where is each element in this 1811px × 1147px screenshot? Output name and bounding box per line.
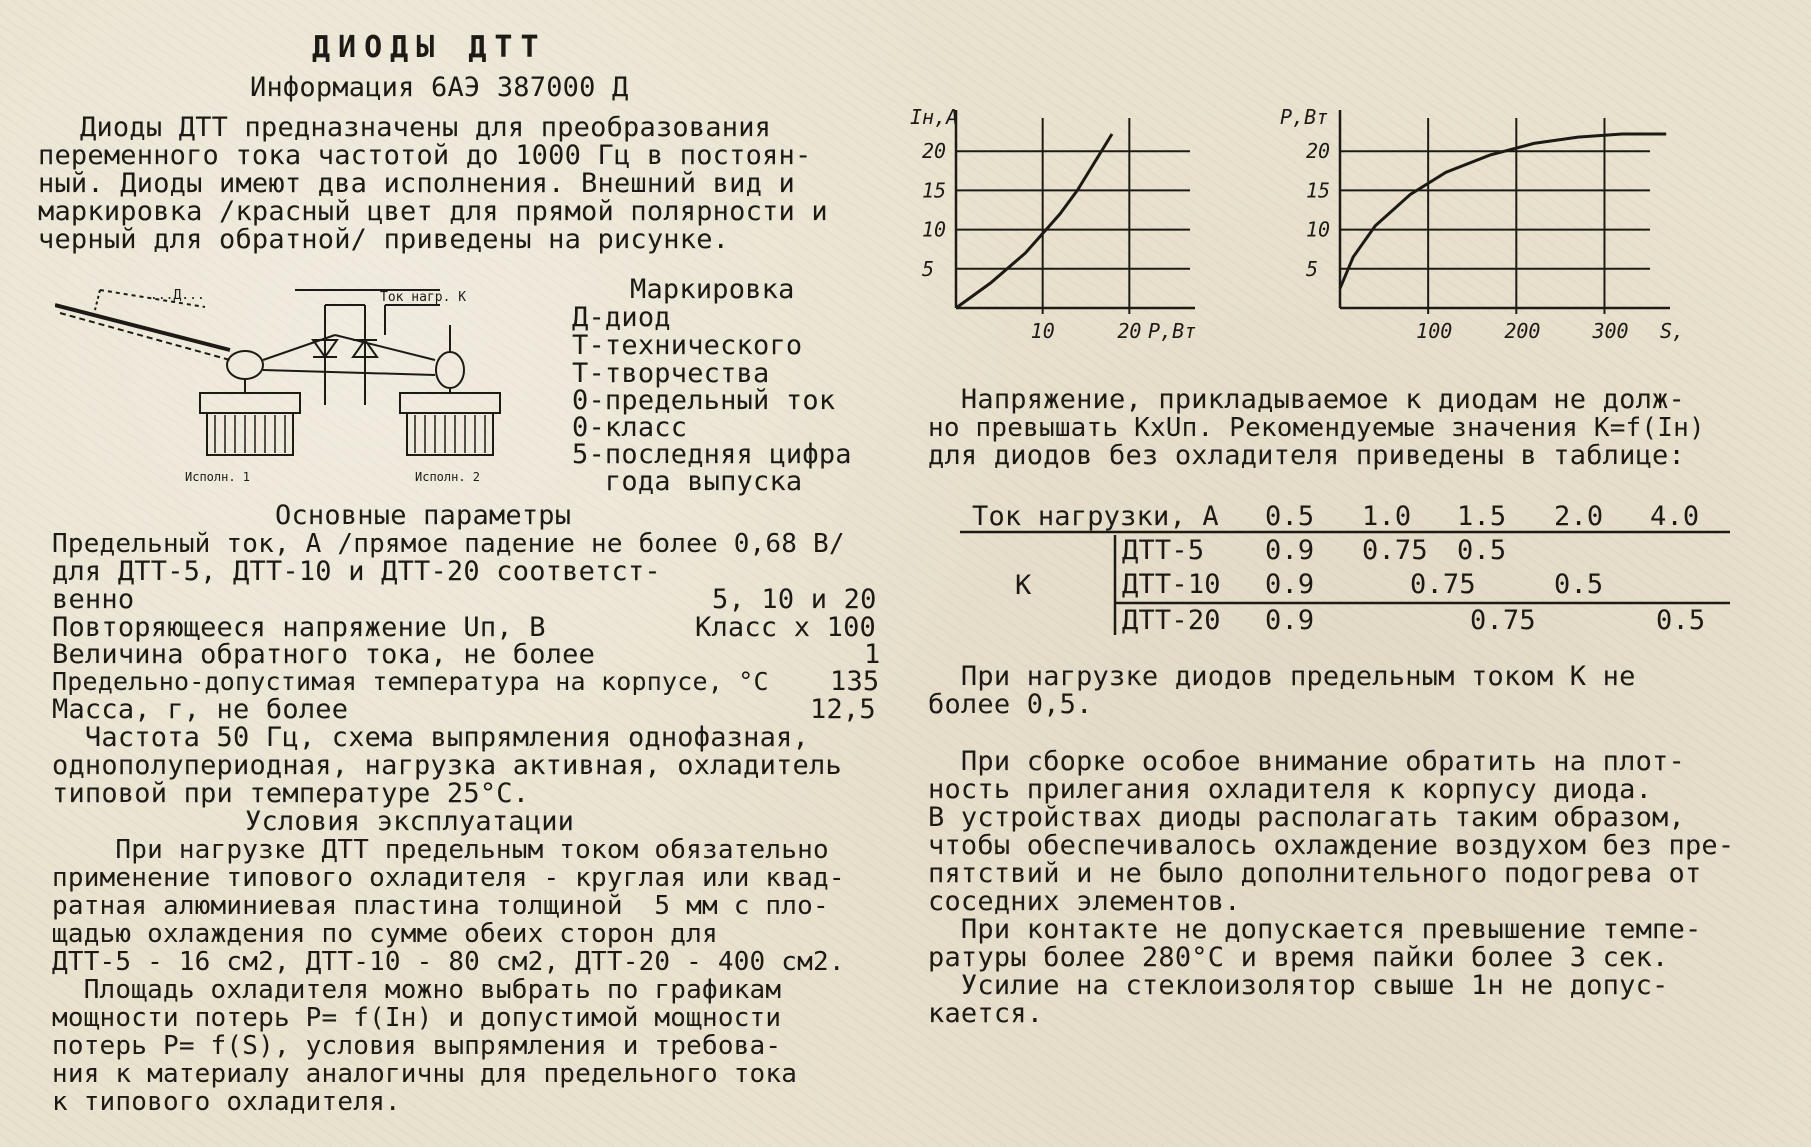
assembly-line: ратуры более 280°С и время пайки более 3 сек. xyxy=(928,942,1669,973)
param-value: 12,5 xyxy=(810,694,876,725)
param-line: Масса, г, не более xyxy=(52,694,349,725)
param-line: для ДТТ-5, ДТТ-10 и ДТТ-20 соответст- xyxy=(52,556,661,587)
diode-body-left xyxy=(227,351,263,379)
chart1-ylabel: Iн,А xyxy=(910,105,959,129)
table-cell: 0.75 xyxy=(1362,535,1428,566)
conditions-line: мощности потерь Р= f(Iн) и допустимой мощности xyxy=(52,1003,782,1033)
marking-line: 0-предельный ток xyxy=(572,385,836,416)
conditions-line: к типового охладителя. xyxy=(52,1087,401,1117)
table-cell: 0.9 xyxy=(1265,605,1315,636)
param-line: Повторяющееся напряжение Uп, В xyxy=(52,612,546,643)
table-current: 2.0 xyxy=(1554,501,1604,532)
conditions-line: ратная алюминиевая пластина толщиной 5 мм с пло- xyxy=(52,891,829,921)
assembly-line: При сборке особое внимание обратить на плот- xyxy=(928,746,1685,777)
intro-line: ный. Диоды имеют два исполнения. Внешний вид и xyxy=(38,168,795,199)
marking-line: 5-последняя цифра xyxy=(572,439,852,470)
k-note-line: При нагрузке диодов предельным током К не xyxy=(928,661,1636,692)
k-note-line: более 0,5. xyxy=(928,689,1093,720)
param-value: Класс х 100 xyxy=(695,612,877,643)
assembly-line: кается. xyxy=(928,998,1044,1029)
chart2-xtick-label: 200 xyxy=(1504,319,1541,343)
param-value: 1 xyxy=(864,639,881,670)
voltage-line: но превышать КхUп. Рекомендуемые значения К=f(Iн) xyxy=(928,413,1705,443)
assembly-line: чтобы обеспечивалось охлаждение воздухом без пре- xyxy=(928,830,1735,861)
table-cell: 0.9 xyxy=(1265,535,1315,566)
table-current: 1.0 xyxy=(1362,501,1412,532)
intro-line: маркировка /красный цвет для прямой полярности и xyxy=(38,196,828,227)
conditions-line: Площадь охладителя можно выбрать по графикам xyxy=(52,975,782,1005)
chart2-xtick-label: 300 xyxy=(1592,319,1629,343)
table-cell: 0.75 xyxy=(1410,569,1476,600)
param-line: Величина обратного тока, не более xyxy=(52,639,596,670)
table-cell: 0.5 xyxy=(1554,569,1604,600)
conditions-line: ДТТ-5 - 16 см2, ДТТ-10 - 80 см2, ДТТ-20 - 400 см2. xyxy=(52,947,845,977)
chart1-xtick-label: Р,Вт xyxy=(1148,319,1197,343)
chart-power-vs-area xyxy=(1270,100,1690,350)
chart2-xtick-label: 100 xyxy=(1416,319,1453,343)
intro-line: Диоды ДТТ предназначены для преобразования xyxy=(80,112,772,143)
table-cell: 0.5 xyxy=(1457,535,1507,566)
table-current: 0.5 xyxy=(1265,501,1315,532)
conditions-heading: Условия эксплуатации xyxy=(245,806,575,837)
chart2-ytick-label: 5 xyxy=(1306,256,1319,281)
chart2-ytick-label: 15 xyxy=(1306,178,1331,203)
voltage-line: для диодов без охладителя приведены в таблице: xyxy=(928,440,1685,471)
chart1-ytick-label: 20 xyxy=(922,139,947,164)
marking-line: 0-класс xyxy=(572,412,688,443)
chart-current-vs-power xyxy=(900,100,1220,350)
assembly-line: Усилие на стеклоизолятор свыше 1н не допус- xyxy=(928,970,1669,1001)
marking-line: Д-диод xyxy=(572,302,671,333)
intro-line: переменного тока частотой до 1000 Гц в постоян- xyxy=(38,140,812,171)
frequency-line: типовой при температуре 25°С. xyxy=(52,778,530,809)
assembly-line: В устройствах диоды располагать таким образом, xyxy=(928,802,1685,833)
chart2-series-line xyxy=(1340,134,1666,288)
assembly-line: соседних элементов. xyxy=(928,886,1241,917)
marking-line: Т-технического xyxy=(572,330,803,361)
params-heading: Основные параметры xyxy=(275,500,572,531)
table-cell: 0.9 xyxy=(1265,569,1315,600)
conditions-line: потерь Р= f(S), условия выпрямления и требова- xyxy=(52,1031,782,1061)
lead-left xyxy=(55,305,230,350)
assembly-line: пятствий и не было дополнительного подогрева от xyxy=(928,858,1702,889)
conditions-line: щадью охлаждения по сумме обеих сторон для xyxy=(52,919,718,949)
chart1-ytick-label: 15 xyxy=(922,178,947,203)
assembly-line: При контакте не допускается превышение темпе- xyxy=(928,914,1702,945)
chart1-xtick-label: 10 xyxy=(1030,319,1055,343)
intro-line: черный для обратной/ приведены на рисунке. xyxy=(38,224,730,255)
marking-line: года выпуска xyxy=(572,466,803,497)
table-current: 4.0 xyxy=(1650,501,1700,532)
frequency-line: Частота 50 Гц, схема выпрямления однофазная, xyxy=(52,722,809,753)
param-line: Предельный ток, А /прямое падение не более 0,68 В/ xyxy=(52,529,845,559)
param-line: Предельно-допустимая температура на корпусе, °С xyxy=(52,667,769,696)
chart1-ytick-label: 10 xyxy=(922,217,947,242)
chart1-series-line xyxy=(956,134,1112,308)
frequency-line: однополупериодная, нагрузка активная, охладитель xyxy=(52,750,842,781)
chart2-ytick-label: 20 xyxy=(1306,139,1331,164)
chart1-xtick-label: 20 xyxy=(1117,319,1142,343)
conditions-line: ния к материалу аналогичны для предельного тока xyxy=(52,1059,798,1089)
table-row-name: ДТТ-5 xyxy=(1122,535,1205,566)
table-row-name: ДТТ-10 xyxy=(1122,569,1221,600)
chart2-xtick-label: S, xyxy=(1660,319,1685,343)
chart2-ytick-label: 10 xyxy=(1306,217,1331,242)
figure-label-top-right: Ток нагр. К xyxy=(380,290,467,305)
document-title: ДИОДЫ ДТТ xyxy=(312,30,547,65)
table-header-label: Ток нагрузки, А xyxy=(972,501,1219,532)
figure-label-top-left: ...Д... xyxy=(150,288,205,303)
voltage-line: Напряжение, прикладываемое к диодам не долж- xyxy=(928,384,1685,415)
marking-line: Т-творчества xyxy=(572,358,770,389)
chart1-ytick-label: 5 xyxy=(922,256,935,281)
param-value: 5, 10 и 20 xyxy=(712,584,877,615)
param-line: венно xyxy=(52,584,135,615)
figure-label-right: Исполн. 2 xyxy=(415,470,481,484)
diode-body-right xyxy=(436,352,464,388)
chart2-ylabel: Р,Вт xyxy=(1280,105,1329,129)
assembly-line: ность прилегания охладителя к корпусу диода. xyxy=(928,774,1653,805)
conditions-line: применение типового охладителя - круглая или квад- xyxy=(52,863,845,893)
param-value: 135 xyxy=(830,666,880,697)
table-current: 1.5 xyxy=(1457,501,1507,532)
table-cell: 0.75 xyxy=(1470,605,1536,636)
table-row-name: ДТТ-20 xyxy=(1122,605,1221,636)
figure-label-left: Исполн. 1 xyxy=(185,470,251,484)
document-subtitle: Информация 6АЭ 387000 Д xyxy=(250,72,629,103)
table-row-label: К xyxy=(1015,570,1032,601)
table-cell: 0.5 xyxy=(1656,605,1706,636)
conditions-line: При нагрузке ДТТ предельным током обязательно xyxy=(52,835,829,865)
marking-heading: Маркировка xyxy=(630,274,795,305)
diode-drawing xyxy=(55,275,525,490)
